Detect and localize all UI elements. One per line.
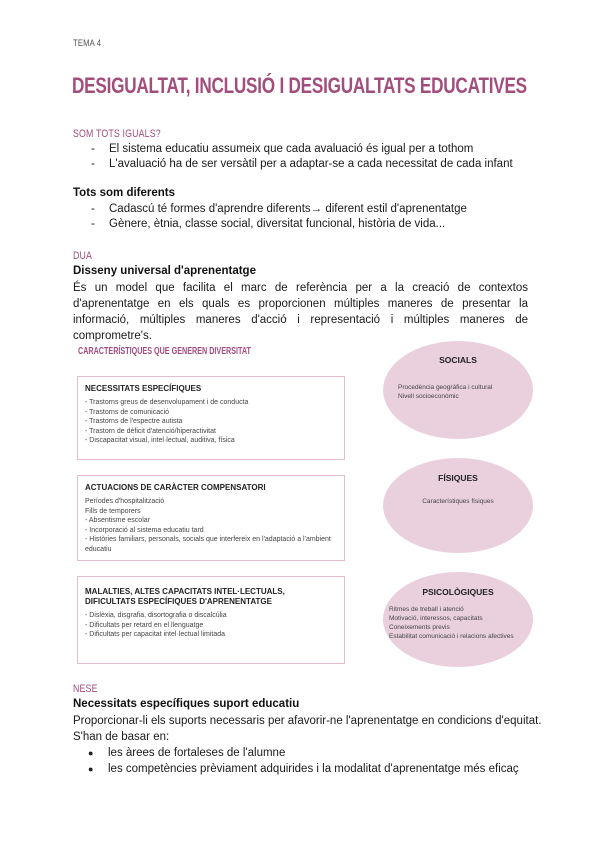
section-heading-nese: NESE [73, 683, 98, 695]
diagram-oval-psicologiques: PSICOLÒGIQUES Ritmes de treball i atenció Motivació, interessos, capacitats Coneixements previs Estabilitat comunicació i relacions afectives [383, 572, 533, 667]
section-heading-diferents: Tots som diferents [73, 187, 176, 199]
diagram-box-necessitats: NECESSITATS ESPECÍFIQUES - Trastorns greus de desenvolupament i de conducta - Trastorns de comunicació - Trastorns de l'espectre autista - Trastorn de dèficit d'atenció/hiperactivitat - Discapacitat visual, intel·lectual, auditiva, física [77, 376, 345, 460]
list-igual [91, 142, 513, 172]
diagram-oval-fisiques: FÍSIQUES Característiques físiques [383, 458, 533, 553]
list-item: - L'avaluació ha de ser versàtil per a adaptar-se a cada necessitat de cada infant [91, 158, 513, 170]
dua-paragraph: És un model que facilita el marc de referència per a la creació de contextos d'aprenentatge en els quals es proporcionen múltiples maneres de presentar la informació, múltiples maneres d'acció i representació i múltiples maneres de comprometre's. [73, 282, 528, 342]
box-heading: NECESSITATS ESPECÍFIQUES [85, 384, 202, 393]
list-item: - Cadascú té formes d'aprendre diferents→ diferent estil d'aprenentatge [91, 203, 467, 215]
diagram-box-compensatori: ACTUACIONS DE CARÀCTER COMPENSATORI Períodes d'hospitalització Fills de temporers - Absentisme escolar - Incorporació al sistema educatiu tard - Històries familiars, personals, socials que interfereix en l'adaptació a l'ambient educatiu [77, 475, 345, 561]
diagram-oval-socials: SOCIALS Procedència geogràfica i cultural Nivell socioeconòmic [383, 341, 533, 439]
oval-heading: SOCIALS [439, 355, 477, 365]
page-title: DESIGUALTAT, INCLUSIÓ I DESIGUALTATS EDUCATIVES [72, 73, 527, 98]
list-diferents [91, 202, 467, 232]
nese-paragraph: Proporcionar-li els suports necessaris per afavorir-ne l'aprenentatge en condicions d'equitat. [73, 715, 542, 727]
list-item: ● les competències prèviament adquirides i la modalitat d'aprenentatge més eficaç [88, 763, 519, 775]
dua-subheading: Disseny universal d'aprenentatge [73, 265, 256, 277]
box-heading: MALALTIES, ALTES CAPACITATS INTEL·LECTUALS, DIFICULTATS ESPECÍFIQUES D'APRENENTATGE [85, 587, 285, 606]
topic-label: TEMA 4 [73, 38, 102, 48]
oval-heading: PSICOLÒGIQUES [422, 587, 494, 597]
list-item: - Gènere, ètnia, classe social, diversitat funcional, història de vida... [91, 218, 446, 230]
list-nese [88, 745, 519, 777]
bullet-icon: ● [88, 748, 94, 758]
section-heading-igual: SOM TOTS IGUALS? [73, 128, 161, 140]
bullet-icon: ● [88, 764, 94, 774]
oval-heading: FÍSIQUES [438, 473, 478, 483]
list-item: - El sistema educatiu assumeix que cada avaluació és igual per a tothom [91, 143, 474, 155]
nese-paragraph-2: S'han de basar en: [73, 731, 170, 743]
box-heading: ACTUACIONS DE CARÀCTER COMPENSATORI [85, 483, 266, 492]
list-item: ● les àrees de fortaleses de l'alumne [88, 747, 286, 759]
nese-subheading: Necessitats específiques suport educatiu [73, 698, 300, 710]
diagram-box-malalties: MALALTIES, ALTES CAPACITATS INTEL·LECTUALS, DIFICULTATS ESPECÍFIQUES D'APRENENTATGE - Dislèxia, disgrafia, disortografia o discalcúlia - Dificultats per retard en el llenguatge - Dificultats per capacitat intel·lectual limitada [77, 576, 345, 664]
section-heading-dua: DUA [73, 250, 93, 262]
diagram-title: CARACTERÍSTIQUES QUE GENEREN DIVERSITAT [78, 346, 251, 357]
